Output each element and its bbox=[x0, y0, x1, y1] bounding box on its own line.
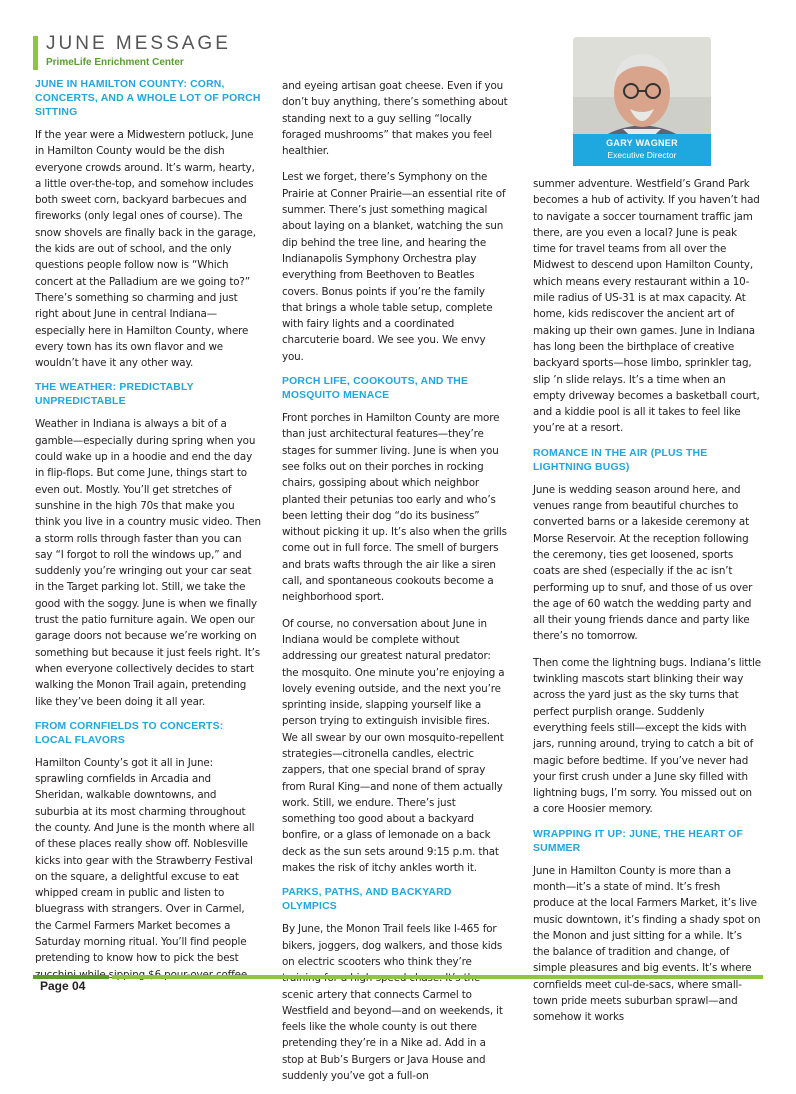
body-paragraph: and eyeing artisan goat cheese. Even if you don’t buy anything, there’s something about standing next to a guy selling “locally foraged mushrooms” that makes you feel healthier. bbox=[282, 80, 508, 158]
body-paragraph: June in Hamilton County is more than a month—it’s a state of mind. It’s fresh produce at the local Farmers Market, it’s live music downtown, it’s finding a shady spot on the Monon and just sitting for a while. It’s the balance of tradition and change, of simple pleasures and big events. It’s where cornfields meet cul-de-sacs, where small-town pride meets suburban sprawl—and somehow it works bbox=[533, 864, 761, 1024]
section-heading: PORCH LIFE, COOKOUTS, AND THE MOSQUITO MENACE bbox=[282, 376, 469, 402]
section-heading: FROM CORNFIELDS TO CONCERTS: LOCAL FLAVORS bbox=[35, 720, 224, 746]
masthead-accent-bar bbox=[33, 36, 38, 70]
article-column-3 bbox=[533, 176, 761, 1036]
body-paragraph: Of course, no conversation about June in Indiana would be complete without addressing our greatest natural predator: the mosquito. One minute you’re enjoying a lovely evening outside, and the next you’re sprinting inside, slapping yourself like a person trying to extinguish invisible fires. We all swear by our own mosquito-repellent strategies—citronella candles, electric zappers, that one special brand of spray from Rural King—and none of them actually work. Still, we endure. There’s just something too good about a backyard bonfire, or a glass of lemonade on a back deck as the sun sets around 9:15 p.m. that makes the risk of itchy ankles worth it. bbox=[282, 617, 505, 875]
section-heading: WRAPPING IT UP: JUNE, THE HEART OF SUMMER bbox=[533, 828, 744, 854]
article-column-2 bbox=[282, 78, 508, 1094]
director-role: Executive Director bbox=[607, 150, 677, 160]
body-paragraph: Hamilton County’s got it all in June: sprawling cornfields in Arcadia and Sheridan, walkable downtowns, and suburbia at its most charming throughout the county. And June is the month where all of these places really show off. Noblesville kicks into gear with the Strawberry Festival on the square, a delightful excuse to eat whipped cream in public and listen to bluegrass with strangers. Over in Carmel, the Carmel Farmers Market becomes a Saturday morning ritual. You’ll find people pretending to know how to pick the best bbox=[35, 756, 255, 965]
section-heading: PARKS, PATHS, AND BACKYARD OLYMPICS bbox=[282, 887, 452, 913]
footer-rule bbox=[112, 975, 763, 979]
body-paragraph: If the year were a Midwestern potluck, June in Hamilton County would be the dish everyone crowds around. It’s warm, hearty, a little over-the-top, and somehow includes both sweet corn, backyard barbecues and fireworks (only legal ones of course). The snow shovels are finally back in the garage, the kids are out of school, and the only questions people follow now is “Which concert at the Palladium are we going to?” There’s something so charming and just right about June in central Indiana—especially here in Hamilton County, where every town has its own flavor and we wouldn’t have it any other way. bbox=[35, 129, 256, 370]
article-column-1 bbox=[35, 78, 261, 993]
body-paragraph: By June, the Monon Trail feels like I-465 for bikers, joggers, dog walkers, and those kids on electric scooters who think they’re scenic artery that connects Carmel to Westfield and beyond—and on weekends, it feels like the whole county is out there pretending they’re in a Nike ad. Add in a stop at Bub’s Burgers or Java House and suddenly you’ve got a full-on bbox=[282, 923, 503, 1083]
body-paragraph: June is wedding season around here, and venues range from beautiful churches to converted barns or a lakeside ceremony at Morse Reservoir. At the reception following the ceremony, ties get loosened, sports coats are shed (especially if the ac isn’t performing up to snuf, and those of us over the age of 60 watch the wedding party and all their young friends dance and party like there’s no tomorrow. bbox=[533, 483, 753, 643]
body-paragraph: Weather in Indiana is always a bit of a gamble—especially during spring when you could wake up in a hoodie and end the day in flip-flops. But come June, things start to even out. Mostly. You’ll get stretches of sunshine in the high 70s that make you think you live in a country music video. Then a storm rolls through faster than you can say “I forgot to roll the windows up,” and suddenly you’re wringing out your car seat in the Target parking lot. Still, we take the good with the soggy. June is when we finally trust the patio furniture again. We open our garage doors not because we’re working on something but because it just feels right. It’s when everyone collectively decides to start walking the Monon Trail again, pretending like they’ve been doing it all year. bbox=[35, 418, 261, 708]
organization-name: PrimeLife Enrichment Center bbox=[46, 57, 184, 68]
section-heading: ROMANCE IN THE AIR (PLUS THE LIGHTNING BUGS) bbox=[533, 447, 708, 473]
body-paragraph: Lest we forget, there’s Symphony on the Prairie at Conner Prairie—an essential rite of summer. There’s just something magical about laying on a blanket, watching the sun dip behind the tree line, and hearing the Indianapolis Symphony Orchestra play everything from Beethoven to Beatles covers. Bonus points if you’re the family that brings a whole table setup, complete with fairy lights and a coordinated charcuterie board. We see you. We envy you. bbox=[282, 171, 506, 363]
body-paragraph: Then come the lightning bugs. Indiana’s little twinkling mascots start blinking their way across the yard just as the sky turns that perfect purplish orange. Suddenly everything feels still—except the kids with jars, running around, trying to catch a bit of magic before bedtime. If you’ve never had your first crush under a June sky filled with lightning bugs, I’m sorry. You missed out on a core Hoosier memory. bbox=[533, 656, 761, 816]
director-name: GARY WAGNER bbox=[606, 138, 678, 148]
director-caption bbox=[573, 134, 711, 166]
page-number: Page 04 bbox=[40, 979, 86, 993]
section-heading: JUNE IN HAMILTON COUNTY: CORN, CONCERTS, AND A WHOLE LOT OF PORCH SITTING bbox=[35, 79, 261, 118]
body-paragraph: summer adventure. Westfield’s Grand Park becomes a hub of activity. If you haven’t had to navigate a soccer tournament traffic jam there, are you even a local? June is peak time for travel teams from all over the Midwest to descend upon Hamilton County, which means every restaurant within a 10-mile radius of US-31 is at max capacity. At home, kids rediscover the ancient art of making up their own games. June in Indiana has long been the birthplace of creative backyard sports—hose limbo, sprinkler tag, slip ’n slide relays. It’s a time when an empty driveway becomes a basketball court, and a kiddie pool is all it takes to feel like you’re at a resort. bbox=[533, 178, 760, 435]
body-paragraph: Front porches in Hamilton County are more than just architectural features—they’re stages for summer living. June is when you see folks out on their porches in rocking chairs, gossiping about which neighbor planted their petunias too early and who’s been letting their dog “do its business” without picking it up. It’s also when the grills come out in full force. The smell of burgers and brats wafts through the air like a siren call, and spontaneous cookouts become a neighborhood sport. bbox=[282, 412, 507, 604]
section-heading: THE WEATHER: PREDICTABLY UNPREDICTABLE bbox=[35, 382, 194, 408]
page-title: JUNE MESSAGE bbox=[46, 33, 231, 54]
